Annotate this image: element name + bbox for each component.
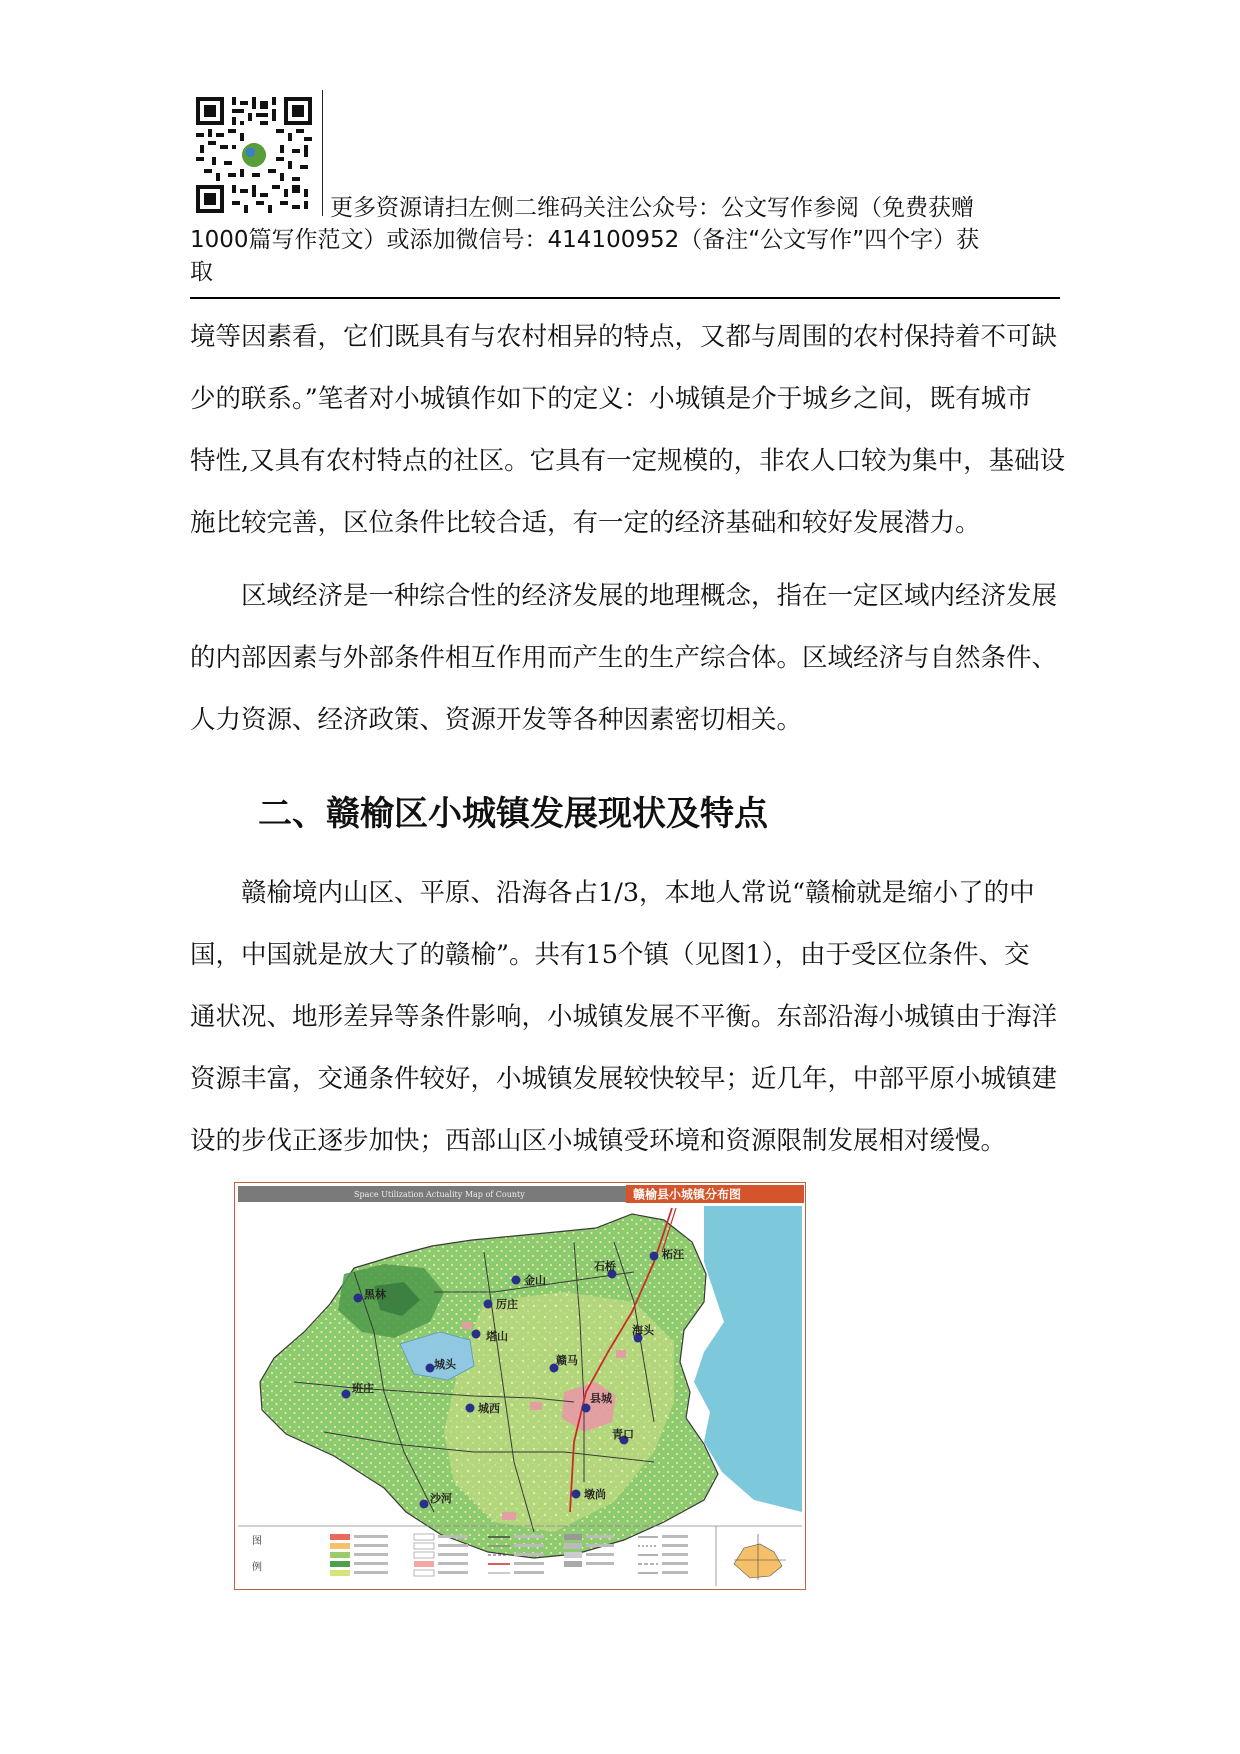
paragraph-line: 区域经济是一种综合性的经济发展的地理概念，指在一定区域内经济发展 bbox=[241, 581, 1058, 611]
svg-text:海头: 海头 bbox=[632, 1324, 654, 1337]
svg-text:黑林: 黑林 bbox=[364, 1288, 386, 1301]
paragraph-line: 的内部因素与外部条件相互作用而产生的生产综合体。区域经济与自然条件、 bbox=[190, 643, 1058, 673]
paragraph-2 bbox=[190, 565, 1070, 751]
svg-text:例: 例 bbox=[252, 1562, 262, 1573]
paragraph-3 bbox=[190, 862, 1070, 1172]
paragraph-line: 少的联系。”笔者对小城镇作如下的定义：小城镇是介于城乡之间，既有城市 bbox=[190, 384, 1032, 414]
paragraph-line: 施比较完善，区位条件比较合适，有一定的经济基础和较好发展潜力。 bbox=[190, 508, 981, 538]
paragraph-line: 通状况、地形差异等条件影响，小城镇发展不平衡。东部沿海小城镇由于海洋 bbox=[190, 1002, 1058, 1032]
header-line-2: 1000篇写作范文）或添加微信号：414100952（备注“公文写作”四个字）获 bbox=[190, 227, 980, 253]
svg-text:班庄: 班庄 bbox=[352, 1382, 374, 1395]
svg-text:金山: 金山 bbox=[524, 1274, 546, 1287]
svg-text:墩尚: 墩尚 bbox=[584, 1488, 606, 1501]
svg-text:厉庄: 厉庄 bbox=[496, 1298, 518, 1311]
paragraph-line: 赣榆境内山区、平原、沿海各占1/3，本地人常说“赣榆就是缩小了的中 bbox=[241, 878, 1035, 908]
header-line-3: 取 bbox=[190, 259, 213, 285]
paragraph-line: 人力资源、经济政策、资源开发等各种因素密切相关。 bbox=[190, 705, 803, 735]
svg-text:塔山: 塔山 bbox=[486, 1330, 508, 1343]
section-heading: 二、赣榆区小城镇发展现状及特点 bbox=[258, 794, 768, 834]
svg-text:图: 图 bbox=[252, 1536, 262, 1547]
map-subtitle: Space Utilization Actuality Map of County bbox=[354, 1190, 525, 1199]
paragraph-line: 国，中国就是放大了的赣榆”。共有15个镇（见图1），由于受区位条件、交 bbox=[190, 940, 1030, 970]
paragraph-line: 特性,又具有农村特点的社区。它具有一定规模的，非农人口较为集中，基础设 bbox=[190, 446, 1066, 476]
header-notice bbox=[190, 192, 1070, 288]
town-distribution-map bbox=[234, 1182, 806, 1590]
svg-text:赣马: 赣马 bbox=[556, 1354, 578, 1367]
svg-text:沙河: 沙河 bbox=[430, 1492, 452, 1505]
svg-text:城西: 城西 bbox=[478, 1402, 500, 1415]
svg-text:柘汪: 柘汪 bbox=[662, 1248, 684, 1261]
paragraph-1 bbox=[190, 306, 1070, 554]
svg-text:石桥: 石桥 bbox=[594, 1260, 616, 1273]
map-title: 赣榆县小城镇分布图 bbox=[633, 1187, 742, 1202]
svg-text:城头: 城头 bbox=[434, 1358, 456, 1371]
paragraph-line: 设的步伐正逐步加快；西部山区小城镇受环境和资源限制发展相对缓慢。 bbox=[190, 1126, 1007, 1156]
svg-text:青口: 青口 bbox=[612, 1428, 634, 1441]
paragraph-line: 资源丰富，交通条件较好，小城镇发展较快较早；近几年，中部平原小城镇建 bbox=[190, 1064, 1058, 1094]
paragraph-line: 境等因素看，它们既具有与农村相异的特点，又都与周围的农村保持着不可缺 bbox=[190, 322, 1058, 352]
header-rule bbox=[190, 297, 1060, 299]
header-line-1: 更多资源请扫左侧二维码关注公众号：公文写作参阅（免费获赠 bbox=[330, 195, 974, 221]
svg-text:县城: 县城 bbox=[590, 1392, 612, 1405]
